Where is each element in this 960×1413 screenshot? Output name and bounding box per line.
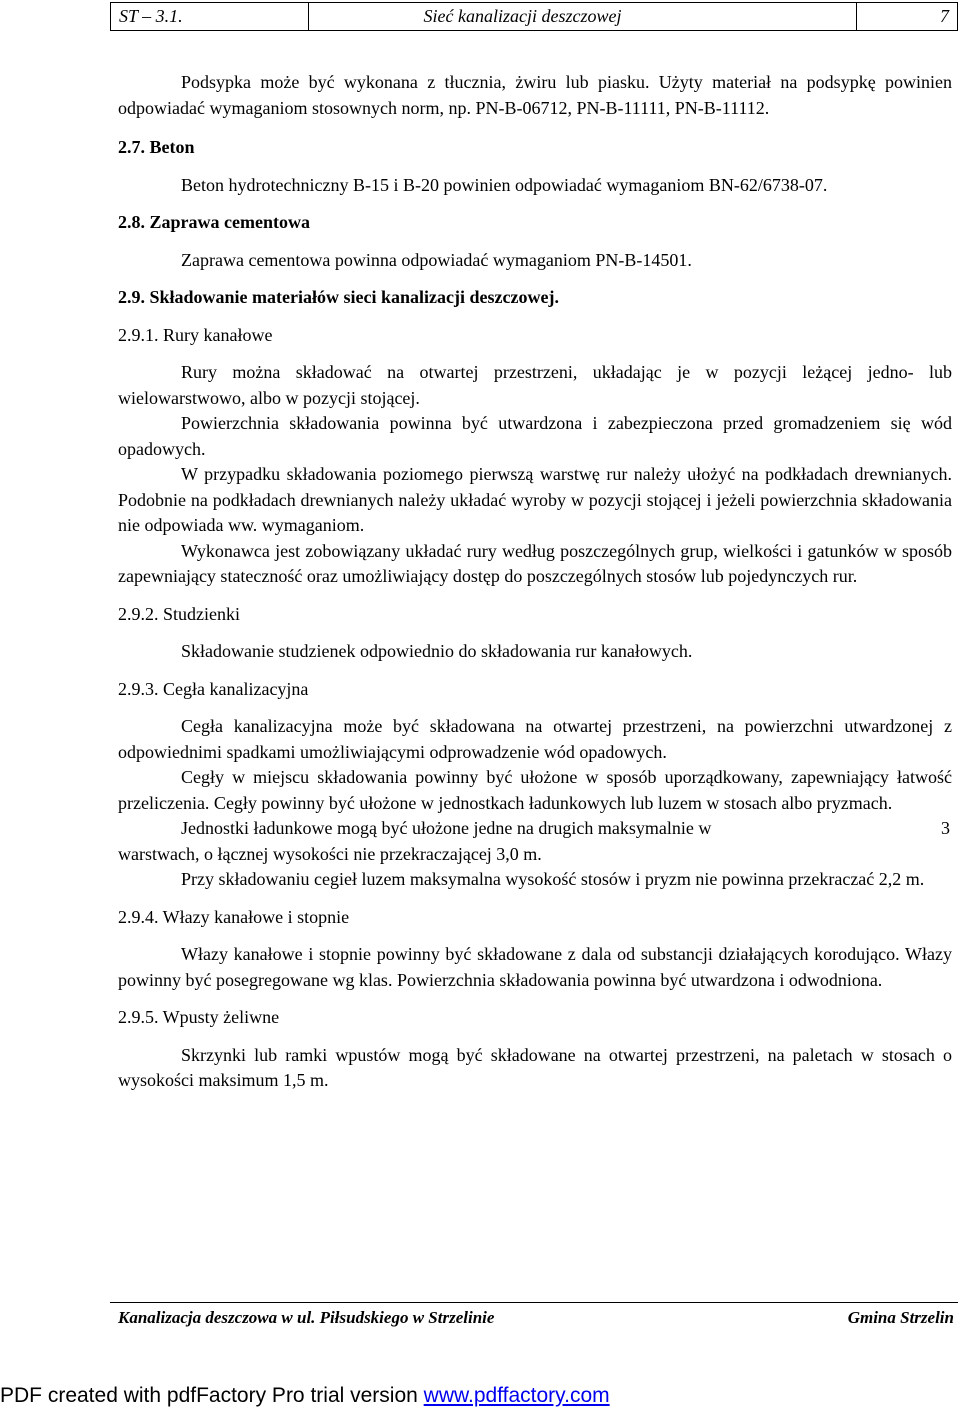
paragraph-2-9-1-b: Powierzchnia składowania powinna być utwardzona i zabezpieczona przed gromadzeniem się wód opadowych. <box>118 413 952 459</box>
header-section-number: ST – 3.1. <box>111 3 309 30</box>
paragraph-2-9-1-d: Wykonawca jest zobowiązany układać rury według poszczególnych grup, wielkości i gatunków w sposób zapewniający stateczność oraz umożliwiający dostęp do poszczególnych stosów lub pojedynczych rur. <box>118 540 952 586</box>
paragraph-2-8: Zaprawa cementowa powinna odpowiadać wymaganiom PN-B-14501. <box>181 249 692 270</box>
footer-project-name: Kanalizacja deszczowa w ul. Piłsudskiego w Strzelinie <box>118 1308 495 1327</box>
header-document-title: Sieć kanalizacji deszczowej <box>309 3 857 30</box>
pdf-banner-text: PDF created with pdfFactory Pro trial version <box>0 1384 424 1407</box>
pdffactory-link[interactable]: www.pdffactory.com <box>423 1384 610 1407</box>
page-footer <box>118 1308 954 1328</box>
heading-2-9-5: 2.9.5. Wpusty żeliwne <box>118 1007 280 1027</box>
paragraph-2-9-2: Składowanie studzienek odpowiednio do składowania rur kanałowych. <box>181 641 693 661</box>
document-body <box>118 70 952 1094</box>
paragraph-2-9-3-d: Przy składowaniu cegieł luzem maksymalna wysokość stosów i pryzm nie powinna przekraczać 2,2 m. <box>181 869 925 889</box>
heading-2-8: 2.8. Zaprawa cementowa <box>118 212 310 232</box>
page-header <box>110 2 958 31</box>
pdf-trial-banner <box>0 1384 610 1408</box>
paragraph-2-9-4: Włazy kanałowe i stopnie powinny być składowane z dala od substancji działających korodująco. Włazy powinny być posegregowane wg klas. Powierzchnia składowania powinna być utwardzona i odwodniona. <box>118 944 952 990</box>
footer-divider <box>110 1302 958 1303</box>
paragraph-2-9-3-a: Cegła kanalizacyjna może być składowana na otwartej przestrzeni, na powierzchni utwardzonej z odpowiednimi spadkami umożliwiającymi odprowadzenie wód opadowych. <box>118 716 952 762</box>
paragraph-2-9-3-c-text: Jednostki ładunkowe mogą być ułożone jedne na drugich maksymalnie w <box>181 818 712 838</box>
header-page-number: 7 <box>940 6 949 26</box>
paragraph-2-9-3-c-number: 3 <box>941 818 950 838</box>
heading-2-9-4: 2.9.4. Włazy kanałowe i stopnie <box>118 906 350 927</box>
heading-2-9-2: 2.9.2. Studzienki <box>118 603 240 624</box>
footer-client-name: Gmina Strzelin <box>847 1308 954 1327</box>
heading-2-9-1: 2.9.1. Rury kanałowe <box>118 324 273 345</box>
paragraph-2-9-5: Skrzynki lub ramki wpustów mogą być składowane na otwartej przestrzeni, na paletach w stosach o wysokości maksimum 1,5 m. <box>118 1044 952 1090</box>
paragraph-bedding: Podsypka może być wykonana z tłucznia, żwiru lub piasku. Użyty materiał na podsypkę powinien odpowiadać wymaganiom stosownych norm, np. PN-B-06712, PN-B-11111, PN-B-11112. <box>118 72 952 118</box>
paragraph-2-7: Beton hydrotechniczny B-15 i B-20 powinien odpowiadać wymaganiom BN-62/6738-07. <box>181 174 828 195</box>
paragraph-2-9-1-a: Rury można składować na otwartej przestrzeni, układając je w pozycji leżącej jedno- lub wielowarstwowo, albo w pozycji stojącej. <box>118 362 952 408</box>
paragraph-2-9-3-c-rest: warstwach, o łącznej wysokości nie przekraczającej 3,0 m. <box>118 843 542 864</box>
heading-2-9-3: 2.9.3. Cegła kanalizacyjna <box>118 678 309 699</box>
heading-2-9: 2.9. Składowanie materiałów sieci kanalizacji deszczowej. <box>118 287 559 307</box>
paragraph-2-9-3-c-line <box>118 816 952 842</box>
paragraph-2-9-3-b: Cegły w miejscu składowania powinny być ułożone w sposób uporządkowany, zapewniający łatwość przeliczenia. Cegły powinny być ułożone w jednostkach ładunkowych lub luzem w stosach albo pryzmach. <box>118 767 952 813</box>
paragraph-2-9-1-c: W przypadku składowania poziomego pierwszą warstwę rur należy ułożyć na podkładach drewnianych. Podobnie na podkładach drewnianych należy układać wyroby w pozycji stojącej i jeżeli powierzchnia składowania nie odpowiada ww. wymaganiom. <box>118 464 952 535</box>
heading-2-7: 2.7. Beton <box>118 137 195 157</box>
